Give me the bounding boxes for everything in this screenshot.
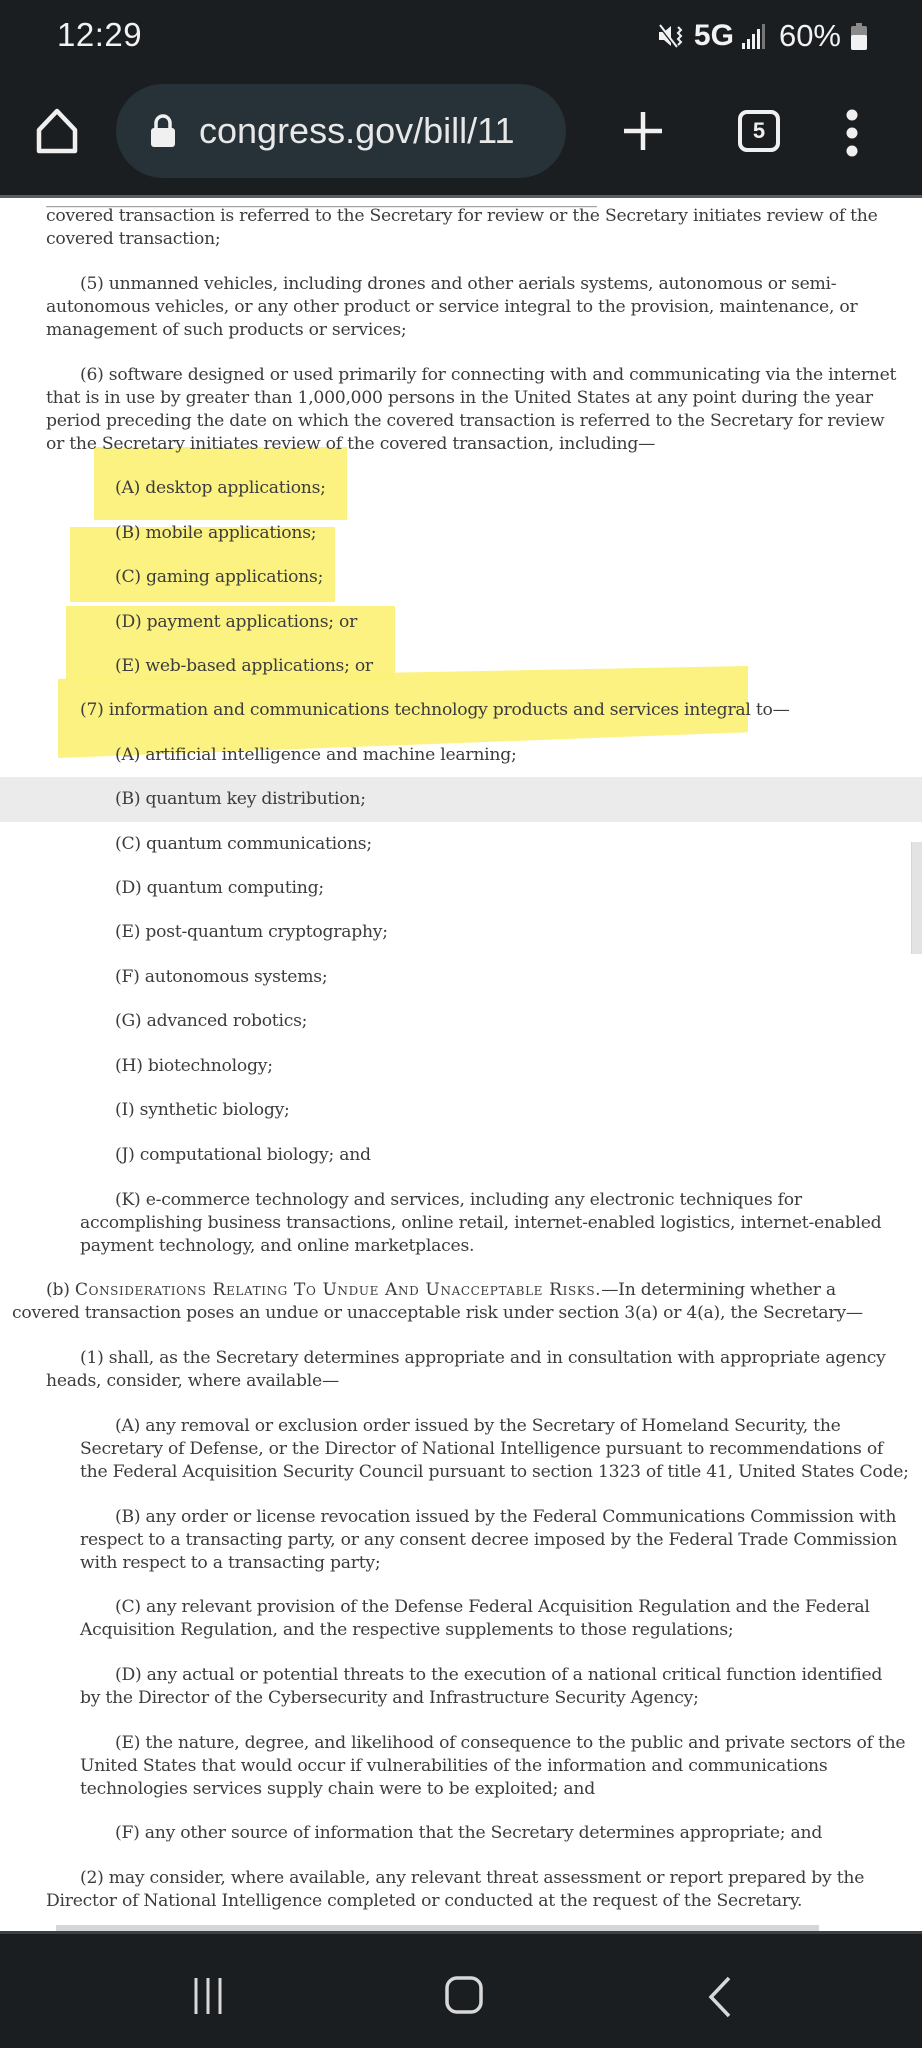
status-bar: [0, 0, 922, 72]
address-bar[interactable]: [116, 84, 566, 178]
list-item: (D) payment applications; or: [115, 612, 358, 632]
list-item: (H) biotechnology;: [115, 1056, 273, 1076]
text-line: management of such products or services;: [46, 320, 407, 340]
list-item: (E) post-quantum cryptography;: [115, 922, 388, 942]
back-icon[interactable]: [705, 1976, 735, 2018]
text-line: (B) any order or license revocation issued by the Federal Communications Commission with: [115, 1507, 897, 1527]
list-item: (B) quantum key distribution;: [115, 789, 366, 809]
text-line: (D) any actual or potential threats to the execution of a national critical function identified: [115, 1665, 883, 1685]
text-line: (1) shall, as the Secretary determines appropriate and in consultation with appropriate agency: [80, 1348, 886, 1368]
signal-icon: [742, 23, 765, 49]
tabs-icon[interactable]: [738, 110, 780, 152]
network-type: 5G: [693, 19, 734, 52]
text-line: period preceding the date on which the covered transaction is referred to the Secretary for review: [46, 411, 885, 431]
text-line: Secretary of Defense, or the Director of National Intelligence pursuant to recommendations of: [80, 1439, 884, 1459]
home-button-icon[interactable]: [444, 1975, 484, 2015]
text-line: (K) e-commerce technology and services, including any electronic techniques for: [115, 1190, 802, 1210]
vertical-scrollbar[interactable]: [911, 842, 922, 954]
text-line: (F) any other source of information that the Secretary determines appropriate; and: [115, 1823, 823, 1843]
text-line: or the Secretary initiates review of the covered transaction, including—: [46, 434, 656, 454]
battery-percent: 60%: [778, 18, 841, 53]
section-heading-line: [46, 1279, 836, 1302]
tab-count: 5: [752, 118, 766, 143]
text-line: that is in use by greater than 1,000,000 persons in the United States at any point during the year: [46, 388, 873, 408]
status-icons: [656, 18, 867, 54]
url-text[interactable]: congress.gov/bill/11: [199, 110, 515, 151]
list-item: (G) advanced robotics;: [115, 1011, 308, 1031]
text-line: Acquisition Regulation, and the respective supplements to those regulations;: [80, 1620, 734, 1640]
text-line: (E) the nature, degree, and likelihood of consequence to the public and private sectors of the: [115, 1733, 906, 1753]
list-item: (7) information and communications technology products and services integral to—: [80, 700, 790, 720]
text-line: covered transaction;: [46, 229, 221, 249]
text-line: covered transaction is referred to the Secretary for review or the Secretary initiates review of the: [46, 206, 878, 226]
lock-icon: [149, 114, 177, 148]
text-line: accomplishing business transactions, online retail, internet-enabled logistics, internet-enabled: [80, 1213, 882, 1233]
new-tab-icon[interactable]: [620, 108, 666, 154]
list-item: (C) quantum communications;: [115, 834, 372, 854]
text-line: technologies services supply chain were to be exploited; and: [80, 1779, 595, 1799]
list-item: (I) synthetic biology;: [115, 1100, 290, 1120]
text-line: (6) software designed or used primarily for connecting with and communicating via the internet: [80, 365, 897, 385]
text-line: (2) may consider, where available, any relevant threat assessment or report prepared by the: [80, 1868, 865, 1888]
text-line: (A) any removal or exclusion order issued by the Secretary of Homeland Security, the: [115, 1416, 841, 1436]
list-item: (A) artificial intelligence and machine learning;: [115, 745, 517, 765]
system-nav-bar: [0, 1931, 922, 2048]
list-item: (D) quantum computing;: [115, 878, 324, 898]
text-line: Director of National Intelligence completed or conducted at the request of the Secretary.: [46, 1891, 803, 1911]
partial-line: __________________________________________________________________: [46, 188, 597, 208]
menu-icon[interactable]: [845, 108, 859, 158]
text-line: (C) any relevant provision of the Defense Federal Acquisition Regulation and the Federal: [115, 1597, 870, 1617]
list-item: (A) desktop applications;: [115, 478, 326, 498]
text-line: the Federal Acquisition Security Council pursuant to section 1323 of title 41, United States Code;: [80, 1462, 909, 1482]
text-line: by the Director of the Cybersecurity and Infrastructure Security Agency;: [80, 1688, 699, 1708]
list-item: (J) computational biology; and: [115, 1145, 371, 1165]
browser-toolbar: [0, 72, 922, 198]
list-item: (C) gaming applications;: [115, 567, 324, 587]
battery-icon: [851, 23, 867, 50]
text-line: payment technology, and online marketplaces.: [80, 1236, 475, 1256]
list-item: (B) mobile applications;: [115, 523, 317, 543]
text-line: with respect to a transacting party;: [80, 1553, 381, 1573]
section-heading: Considerations Relating To Undue And Unacceptable Risks.: [74, 1280, 602, 1300]
text-line: covered transaction poses an undue or unacceptable risk under section 3(a) or 4(a), the Secretary—: [12, 1303, 863, 1323]
bill-text-content: [0, 188, 922, 1931]
section-label: (b): [46, 1280, 75, 1300]
list-item: (F) autonomous systems;: [115, 967, 328, 987]
section-text: —In determining whether a: [601, 1280, 836, 1300]
status-time: 12:29: [57, 16, 143, 53]
list-item: (E) web-based applications; or: [115, 656, 373, 676]
home-icon[interactable]: [34, 106, 80, 156]
recent-apps-icon[interactable]: [188, 1976, 228, 2016]
text-line: autonomous vehicles, or any other product or service integral to the provision, maintenance, or: [46, 297, 858, 317]
text-line: respect to a transacting party, or any consent decree imposed by the Federal Trade Commission: [80, 1530, 898, 1550]
text-line: (5) unmanned vehicles, including drones and other aerials systems, autonomous or semi-: [80, 274, 837, 294]
text-line: heads, consider, where available—: [46, 1371, 339, 1391]
text-line: United States that would occur if vulnerabilities of the information and communications: [80, 1756, 828, 1776]
mute-vibrate-icon: [656, 21, 686, 51]
